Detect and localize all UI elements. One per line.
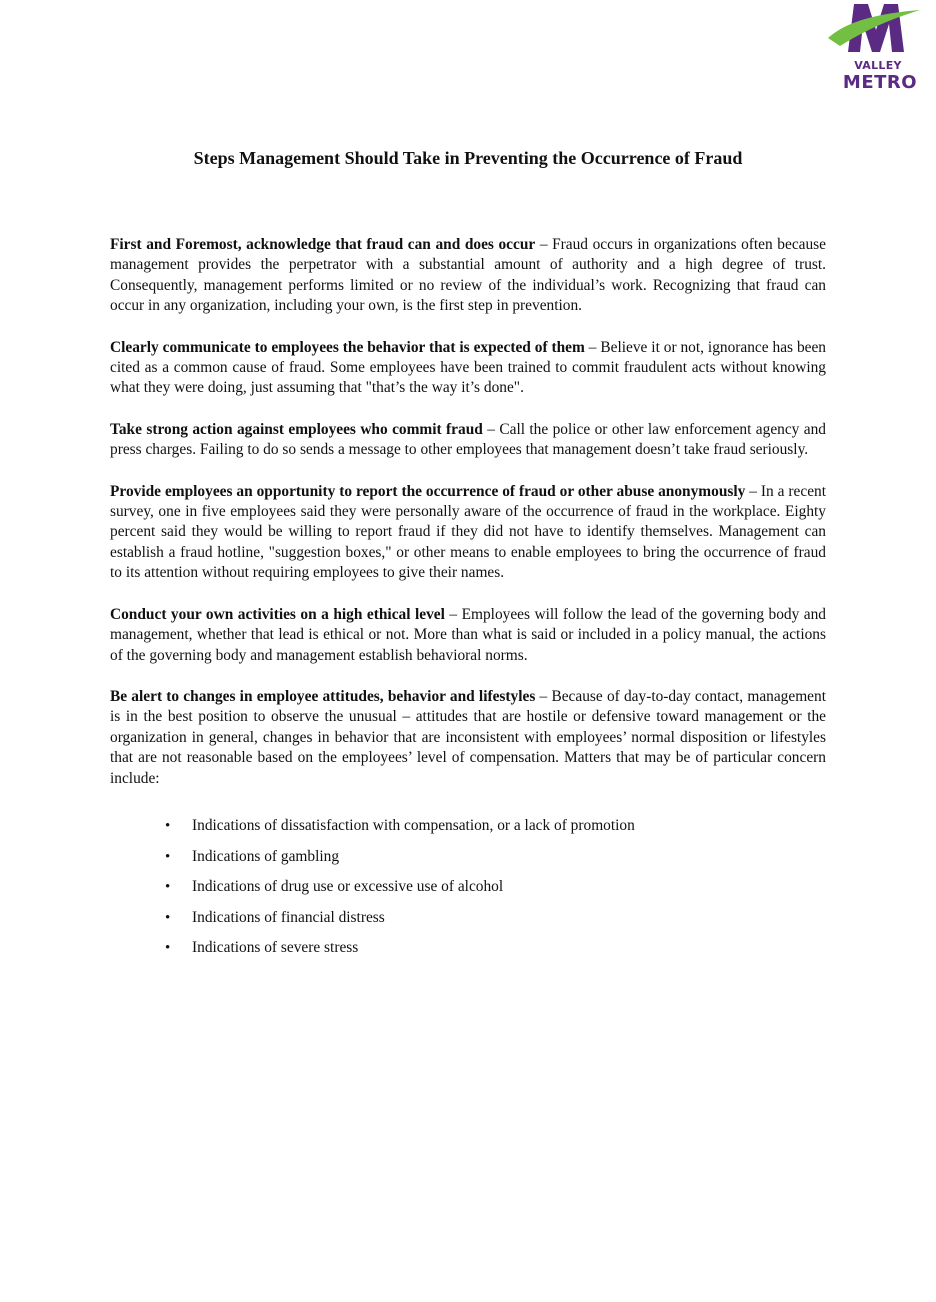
paragraph-lead: Be alert to changes in employee attitudes, behavior and lifestyles	[110, 687, 536, 705]
paragraph-body: – In a recent survey, one in five employees said they were personally aware of the occurrence of fraud in the workplace. Eighty percent said they would be willing to report fraud if they did not have to identify themselves. Management can establish a fraud hotline, "suggestion boxes," or other means to enable employees to bring the occurrence of fraud to its attention without requiring employees to give their names.	[110, 482, 827, 582]
paragraph-body: – Call the police or other law enforcement agency and press charges. Failing to do so sends a message to other employees that management doesn’t take fraud seriously.	[110, 420, 826, 459]
bullet-icon: •	[165, 848, 171, 865]
list-item-text: Indications of drug use or excessive use of alcohol	[192, 878, 504, 896]
paragraph-lead: First and Foremost, acknowledge that fraud can and does occur	[110, 236, 536, 253]
bullet-icon: •	[165, 817, 171, 834]
paragraph-body: – Believe it or not, ignorance has been cited as a common cause of fraud. Some employees have been trained to commit fraudulent acts without knowing what they were doing, just assuming that "that’s the way it’s done".	[110, 338, 826, 397]
bullet-icon: •	[165, 879, 171, 896]
list-item	[110, 847, 826, 867]
logo-text-valley: VALLEY	[854, 59, 902, 72]
paragraph-lead: Take strong action against employees who commit fraud	[110, 420, 483, 438]
paragraph-lead: Clearly communicate to employees the behavior that is expected of them	[110, 338, 585, 356]
list-item-text: Indications of dissatisfaction with compensation, or a lack of promotion	[192, 816, 635, 834]
logo-text-metro: METRO	[842, 72, 918, 93]
list-item	[110, 908, 826, 928]
list-item-text: Indications of gambling	[192, 847, 340, 865]
document-body	[110, 235, 826, 969]
list-item-text: Indications of severe stress	[192, 939, 359, 957]
paragraph-body: – Fraud occurs in organizations often because management provides the perpetrator with a substantial amount of authority and a high degree of trust. Consequently, management performs limited or no review of the individual’s work. Recognizing that fraud can occur in any organization, including your own, is the first step in prevention.	[110, 236, 826, 315]
valley-metro-logo-mark-icon	[824, 0, 924, 60]
list-item	[110, 938, 826, 958]
list-item	[110, 816, 826, 836]
list-item-text: Indications of financial distress	[192, 908, 385, 926]
paragraph-lead: Conduct your own activities on a high ethical level	[110, 605, 445, 623]
list-item	[110, 877, 826, 897]
page-title: Steps Management Should Take in Preventing the Occurrence of Fraud	[193, 148, 743, 168]
paragraph-ethical-level	[110, 605, 826, 666]
bullet-icon: •	[165, 909, 171, 926]
paragraph-body: – Because of day-to-day contact, management is in the best position to observe the unusual – attitudes that are hostile or defensive toward management or the organization in general, changes in behavior that are inconsistent with employees’ normal disposition or lifestyles that are not reasonable based on the employees’ level of compensation. Matters that may be of particular concern include:	[110, 687, 826, 787]
concern-list	[110, 816, 826, 958]
paragraph-be-alert	[110, 687, 826, 789]
paragraph-report-anonymously	[110, 482, 826, 584]
bullet-icon: •	[165, 940, 171, 957]
valley-metro-logo	[824, 0, 924, 96]
paragraph-lead: Provide employees an opportunity to report the occurrence of fraud or other abuse anonymously	[110, 482, 746, 500]
paragraph-communicate-behavior	[110, 338, 826, 399]
paragraph-acknowledge-fraud	[110, 235, 826, 317]
paragraph-body: – Employees will follow the lead of the governing body and management, whether that lead is ethical or not. More than what is said or included in a policy manual, the actions of the governing body and management establish behavioral norms.	[110, 605, 827, 664]
paragraph-strong-action	[110, 420, 826, 461]
